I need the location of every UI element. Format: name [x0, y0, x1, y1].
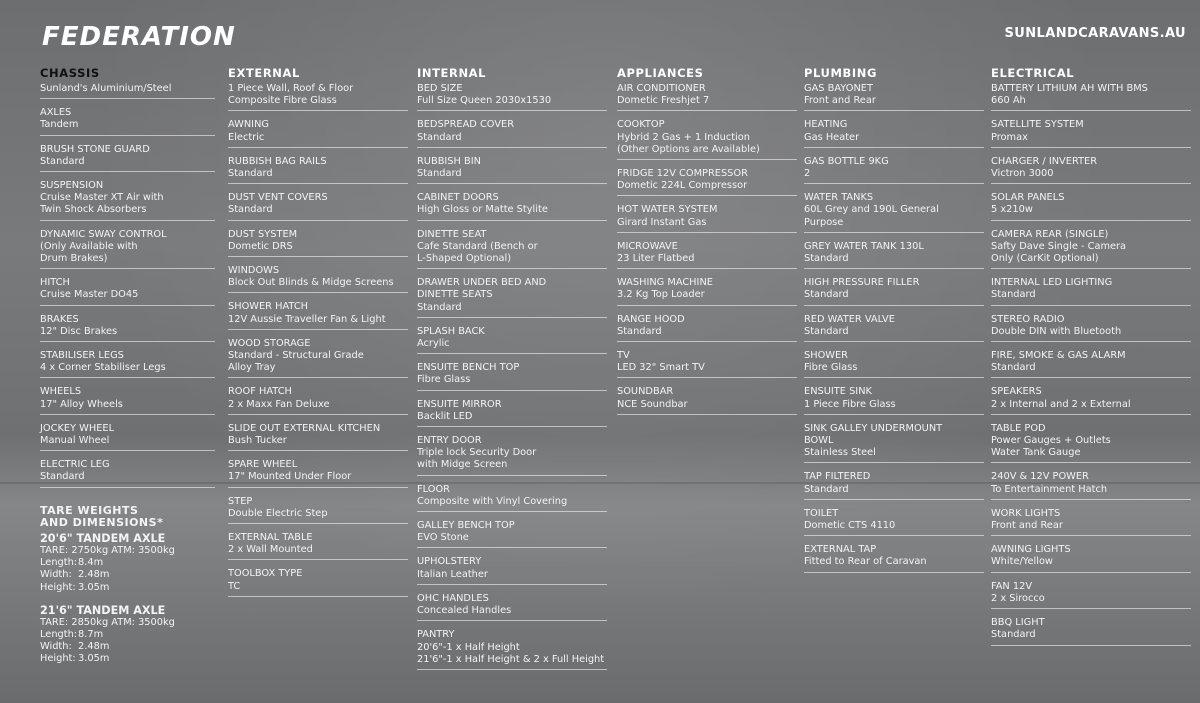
spec-label: SPARE WHEEL	[228, 459, 298, 471]
tare-model	[40, 604, 220, 666]
spec-item	[228, 338, 408, 379]
spec-label: STEREO RADIO	[991, 313, 1065, 325]
spec-item	[991, 471, 1191, 499]
spec-value: 5 x210w	[991, 204, 1033, 216]
spec-label: AXLES	[40, 107, 72, 119]
spec-item	[991, 423, 1191, 464]
spec-item	[417, 229, 607, 270]
spec-item	[417, 362, 607, 390]
column-heading-electrical: ELECTRICAL	[991, 66, 1075, 80]
column-heading-chassis: CHASSIS	[40, 66, 100, 80]
spec-value: Standard	[417, 131, 462, 143]
spec-value: 12" Disc Brakes	[40, 325, 118, 337]
spec-item	[804, 83, 984, 111]
spec-label: STABILISER LEGS	[40, 350, 124, 362]
spec-label: DRAWER UNDER BED AND DINETTE SEATS	[417, 277, 547, 301]
spec-label: OHC HANDLES	[417, 592, 489, 604]
spec-label: CHARGER / INVERTER	[991, 155, 1098, 167]
spec-label: HEATING	[804, 119, 848, 131]
spec-value: Standard	[804, 325, 849, 337]
spec-value: Cafe Standard (Bench or L-Shaped Optional)	[417, 240, 538, 265]
spec-value: Electric	[228, 131, 265, 143]
spec-item	[417, 192, 607, 220]
spec-label: ELECTRIC LEG	[40, 459, 110, 471]
spec-label: SHOWER HATCH	[228, 301, 309, 313]
spec-value: 1 Piece Fibre Glass	[804, 398, 896, 410]
spec-label: DUST SYSTEM	[228, 228, 298, 240]
tare-model-name: 21'6" TANDEM AXLE	[40, 603, 166, 617]
column-heading-external: EXTERNAL	[228, 66, 300, 80]
dimension-value: 8.7m	[78, 629, 104, 641]
spec-value: 2 x Wall Mounted	[228, 544, 313, 556]
spec-item	[417, 593, 607, 621]
spec-value: 17" Mounted Under Floor	[228, 471, 352, 483]
spec-item	[40, 459, 215, 487]
spec-value: Fibre Glass	[804, 362, 858, 374]
spec-value: Block Out Blinds & Midge Screens	[228, 277, 394, 289]
spec-item	[804, 241, 984, 269]
spec-item	[617, 241, 797, 269]
spec-value: Dometic CTS 4110	[804, 520, 896, 532]
spec-value: 2	[804, 168, 811, 180]
spec-label: AIR CONDITIONER	[617, 83, 706, 94]
spec-label: TV	[617, 350, 630, 362]
spec-value: Manual Wheel	[40, 435, 110, 447]
spec-value: Promax	[991, 131, 1028, 143]
spec-label: TOILET	[804, 507, 839, 519]
spec-value: Front and Rear	[804, 95, 876, 107]
spec-value: 2 x Sirocco	[991, 592, 1045, 604]
dimension-label: Height:	[40, 581, 76, 593]
spec-label: BRAKES	[40, 313, 79, 325]
spec-item	[417, 277, 607, 318]
spec-item	[991, 314, 1191, 342]
spec-item	[417, 556, 607, 584]
spec-value: Dometic DRS	[228, 240, 293, 252]
spec-value: Standard	[991, 362, 1036, 374]
spec-value: Acrylic	[417, 338, 450, 350]
spec-label: ENTRY DOOR	[417, 435, 482, 447]
spec-item	[804, 192, 984, 233]
spec-label: WASHING MACHINE	[617, 277, 713, 289]
spec-value: 20'6"-1 x Half Height 21'6"-1 x Half Height & 2 x Full Height	[417, 641, 605, 665]
spec-label: ENSUITE BENCH TOP	[417, 362, 520, 374]
spec-label: SATELLITE SYSTEM	[991, 119, 1084, 131]
spec-value: Standard	[617, 325, 662, 337]
spec-item	[991, 83, 1191, 111]
spec-value: LED 32" Smart TV	[617, 362, 705, 374]
spec-item	[40, 83, 215, 99]
spec-label: WOOD STORAGE	[228, 337, 311, 349]
spec-value: Triple lock Security Door with Midge Screen	[417, 447, 537, 471]
spec-value: Power Gauges + Outlets Water Tank Gauge	[991, 435, 1111, 459]
spec-value: Tandem	[40, 119, 79, 131]
spec-label: RANGE HOOD	[617, 313, 685, 325]
dimension-value: 3.05m	[78, 653, 110, 665]
spec-item	[804, 508, 984, 536]
spec-label: UPHOLSTERY	[417, 556, 482, 568]
spec-value: Double Electric Step	[228, 507, 328, 519]
spec-label: WHEELS	[40, 386, 82, 398]
spec-value: To Entertainment Hatch	[991, 483, 1108, 495]
spec-label: EXTERNAL TAP	[804, 544, 877, 556]
spec-value: Stainless Steel	[804, 447, 876, 459]
spec-value: Standard	[417, 168, 462, 180]
dimension-value: 8.4m	[78, 557, 104, 569]
spec-value: Standard - Structural Grade Alloy Tray	[228, 350, 364, 374]
spec-label: RUBBISH BIN	[417, 155, 481, 167]
spec-value: 1 Piece Wall, Roof & Floor Composite Fibre Glass	[228, 83, 354, 107]
spec-label: MICROWAVE	[617, 240, 678, 252]
spec-item	[417, 484, 607, 512]
spec-item	[40, 423, 215, 451]
tare-dimension-row	[40, 569, 220, 581]
spec-label: SUSPENSION	[40, 180, 104, 192]
spec-value: EVO Stone	[417, 532, 469, 544]
spec-item	[417, 399, 607, 427]
tare-model	[40, 532, 220, 594]
spec-value: White/Yellow	[991, 556, 1053, 568]
spec-item	[228, 568, 408, 596]
spec-item	[228, 423, 408, 451]
spec-label: BED SIZE	[417, 83, 463, 94]
spec-label: ROOF HATCH	[228, 386, 292, 398]
column-heading-internal: INTERNAL	[417, 66, 487, 80]
spec-value: 60L Grey and 190L General Purpose	[804, 204, 939, 228]
spec-label: DYNAMIC SWAY CONTROL	[40, 228, 167, 240]
spec-item	[417, 629, 607, 670]
spec-label: TABLE POD	[991, 422, 1046, 434]
spec-item	[228, 229, 408, 257]
column-heading-appliances: APPLIANCES	[617, 66, 704, 80]
spec-item	[991, 277, 1191, 305]
federation-logo: FEDERATION	[42, 22, 236, 52]
dimension-value: 2.48m	[78, 569, 110, 581]
spec-item	[228, 459, 408, 487]
dimension-label: Length:	[40, 629, 78, 641]
website-url: SUNLANDCARAVANS.AU	[1004, 26, 1186, 41]
spec-label: SOLAR PANELS	[991, 192, 1065, 204]
spec-label: PANTRY	[417, 629, 455, 641]
dimension-label: Width:	[40, 641, 72, 653]
tare-model-weights: TARE: 2850kg ATM: 3500kg	[40, 616, 175, 628]
spec-item	[617, 277, 797, 305]
spec-item	[991, 508, 1191, 536]
spec-label: ENSUITE SINK	[804, 386, 872, 398]
spec-item	[804, 471, 984, 499]
spec-value: NCE Soundbar	[617, 398, 688, 410]
spec-item	[617, 168, 797, 196]
spec-label: DINETTE SEAT	[417, 228, 487, 240]
spec-item	[40, 314, 215, 342]
spec-value: 2 x Internal and 2 x External	[991, 398, 1131, 410]
spec-item	[228, 532, 408, 560]
spec-item	[417, 119, 607, 147]
spec-value: 2 x Maxx Fan Deluxe	[228, 398, 330, 410]
spec-value: Sunland's Aluminium/Steel	[40, 83, 172, 94]
spec-item	[991, 229, 1191, 270]
spec-label: DUST VENT COVERS	[228, 192, 328, 204]
spec-value: Standard	[40, 155, 85, 167]
spec-value: Standard	[991, 629, 1036, 641]
spec-value: Dometic 224L Compressor	[617, 180, 748, 192]
spec-item	[991, 192, 1191, 220]
spec-item	[991, 386, 1191, 414]
spec-value: Front and Rear	[991, 520, 1063, 532]
spec-value: High Gloss or Matte Stylite	[417, 204, 548, 216]
spec-value: Standard	[228, 204, 273, 216]
tare-dimension-row	[40, 629, 220, 641]
spec-label: FAN 12V	[991, 580, 1033, 592]
spec-label: HITCH	[40, 277, 70, 289]
spec-label: RUBBISH BAG RAILS	[228, 155, 327, 167]
spec-item	[417, 156, 607, 184]
spec-value: 17" Alloy Wheels	[40, 398, 123, 410]
spec-label: ENSUITE MIRROR	[417, 398, 502, 410]
spec-value: Standard	[40, 471, 85, 483]
spec-item	[228, 119, 408, 147]
spec-label: CABINET DOORS	[417, 192, 499, 204]
spec-item	[991, 544, 1191, 572]
spec-label: BBQ LIGHT	[991, 617, 1045, 629]
spec-value: Cruise Master XT Air with Twin Shock Absorbers	[40, 192, 164, 216]
spec-label: FLOOR	[417, 483, 450, 495]
spec-label: TOOLBOX TYPE	[228, 568, 303, 580]
spec-item	[991, 156, 1191, 184]
spec-label: FRIDGE 12V COMPRESSOR	[617, 168, 748, 180]
spec-value: Bush Tucker	[228, 435, 287, 447]
tare-model-weights: TARE: 2750kg ATM: 3500kg	[40, 545, 175, 556]
spec-value: Fibre Glass	[417, 374, 471, 386]
spec-label: SLIDE OUT EXTERNAL KITCHEN	[228, 422, 381, 434]
tare-models	[40, 532, 220, 666]
spec-value: 4 x Corner Stabiliser Legs	[40, 362, 166, 374]
spec-label: HOT WATER SYSTEM	[617, 204, 718, 216]
spec-label: JOCKEY WHEEL	[40, 422, 115, 434]
spec-label: GALLEY BENCH TOP	[417, 520, 515, 532]
dimension-label: Length:	[40, 557, 78, 569]
spec-item	[991, 617, 1191, 645]
spec-item	[804, 277, 984, 305]
spec-label: SOUNDBAR	[617, 386, 674, 398]
column-heading-plumbing: PLUMBING	[804, 66, 878, 80]
spec-item	[40, 180, 215, 221]
spec-label: WORK LIGHTS	[991, 507, 1061, 519]
spec-value: 3.2 Kg Top Loader	[617, 289, 705, 301]
spec-value: Standard	[804, 483, 849, 495]
spec-item	[40, 107, 215, 135]
spec-label: COOKTOP	[617, 119, 665, 131]
spec-item	[617, 83, 797, 111]
spec-item	[804, 386, 984, 414]
column-external	[228, 66, 408, 605]
spec-item	[228, 386, 408, 414]
spec-label: GREY WATER TANK 130L	[804, 240, 924, 252]
spec-label: GAS BAYONET	[804, 83, 873, 94]
spec-label: EXTERNAL TABLE	[228, 532, 313, 544]
spec-item	[40, 386, 215, 414]
spec-value: Concealed Handles	[417, 605, 512, 617]
spec-item	[804, 423, 984, 464]
spec-value: Victron 3000	[991, 168, 1054, 180]
spec-label: GAS BOTTLE 9KG	[804, 155, 889, 167]
spec-label: STEP	[228, 495, 253, 507]
spec-value: Standard	[991, 289, 1036, 301]
spec-value: Backlit LED	[417, 410, 473, 422]
spec-value: Safty Dave Single - Camera Only (CarKit Optional)	[991, 240, 1127, 265]
spec-label: INTERNAL LED LIGHTING	[991, 277, 1113, 289]
spec-label: WINDOWS	[228, 265, 280, 277]
spec-value: 12V Aussie Traveller Fan & Light	[228, 313, 386, 325]
spec-item	[804, 314, 984, 342]
spec-label: 240V & 12V POWER	[991, 471, 1089, 483]
spec-value: Standard	[804, 289, 849, 301]
tare-dimension-row	[40, 557, 220, 569]
spec-item	[804, 544, 984, 572]
spec-value: Fitted to Rear of Caravan	[804, 556, 927, 568]
spec-value: Girard Instant Gas	[617, 216, 707, 228]
spec-item	[40, 144, 215, 172]
spec-item	[228, 83, 408, 111]
spec-item	[228, 156, 408, 184]
spec-item	[417, 520, 607, 548]
spec-label: CAMERA REAR (SINGLE)	[991, 228, 1109, 240]
spec-item	[40, 350, 215, 378]
spec-value: Standard	[804, 253, 849, 265]
spec-value: Standard	[228, 168, 273, 180]
spec-label: SHOWER	[804, 350, 848, 362]
spec-label: TAP FILTERED	[804, 471, 871, 483]
spec-item	[40, 277, 215, 305]
spec-item	[617, 204, 797, 232]
spec-value: TC	[228, 580, 241, 592]
spec-value: 23 Liter Flatbed	[617, 253, 695, 265]
spec-item	[228, 265, 408, 293]
dimension-label: Height:	[40, 653, 76, 665]
column-appliances	[617, 66, 797, 423]
dimension-value: 3.05m	[78, 581, 110, 593]
spec-label: SPLASH BACK	[417, 325, 485, 337]
spec-item	[617, 350, 797, 378]
tare-weights-section	[40, 505, 220, 676]
tare-dimension-row	[40, 641, 220, 653]
spec-label: FIRE, SMOKE & GAS ALARM	[991, 350, 1126, 362]
spec-label: BRUSH STONE GUARD	[40, 143, 150, 155]
tare-heading: TARE WEIGHTS AND DIMENSIONS*	[40, 504, 164, 529]
dimension-value: 2.48m	[78, 641, 110, 653]
column-chassis	[40, 66, 215, 496]
spec-item	[417, 435, 607, 476]
spec-label: RED WATER VALVE	[804, 313, 895, 325]
spec-value: Gas Heater	[804, 131, 860, 143]
spec-item	[228, 496, 408, 524]
spec-value: Full Size Queen 2030x1530	[417, 95, 552, 107]
spec-label: BEDSPREAD COVER	[417, 119, 515, 131]
spec-label: SPEAKERS	[991, 386, 1042, 398]
spec-label: BATTERY LITHIUM AH WITH BMS	[991, 83, 1148, 94]
spec-item	[991, 350, 1191, 378]
spec-value: (Only Available with Drum Brakes)	[40, 240, 138, 265]
tare-dimension-row	[40, 582, 220, 594]
spec-item	[228, 301, 408, 329]
column-plumbing	[804, 66, 984, 581]
tare-dimension-row	[40, 653, 220, 665]
spec-item	[228, 192, 408, 220]
spec-item	[804, 156, 984, 184]
spec-value: Dometic Freshjet 7	[617, 95, 710, 107]
spec-value: Standard	[417, 301, 462, 313]
spec-label: HIGH PRESSURE FILLER	[804, 277, 920, 289]
spec-value: Cruise Master DO45	[40, 289, 139, 301]
spec-item	[804, 119, 984, 147]
dimension-label: Width:	[40, 569, 72, 581]
spec-item	[417, 83, 607, 111]
spec-item	[617, 314, 797, 342]
column-electrical	[991, 66, 1191, 654]
spec-label: WATER TANKS	[804, 192, 874, 204]
spec-item	[617, 386, 797, 414]
spec-label: AWNING LIGHTS	[991, 544, 1071, 556]
spec-value: Italian Leather	[417, 568, 488, 580]
spec-item	[991, 119, 1191, 147]
spec-item	[417, 326, 607, 354]
spec-item	[40, 229, 215, 270]
spec-item	[804, 350, 984, 378]
tare-model-name: 20'6" TANDEM AXLE	[40, 532, 166, 545]
spec-label: AWNING	[228, 119, 269, 131]
column-internal	[417, 66, 607, 678]
spec-value: Hybrid 2 Gas + 1 Induction (Other Options are Available)	[617, 131, 760, 155]
spec-item	[617, 119, 797, 160]
spec-label: SINK GALLEY UNDERMOUNT BOWL	[804, 422, 943, 447]
spec-item	[991, 581, 1191, 609]
spec-value: 660 Ah	[991, 95, 1026, 107]
spec-value: Composite with Vinyl Covering	[417, 495, 568, 507]
spec-value: Double DIN with Bluetooth	[991, 325, 1122, 337]
